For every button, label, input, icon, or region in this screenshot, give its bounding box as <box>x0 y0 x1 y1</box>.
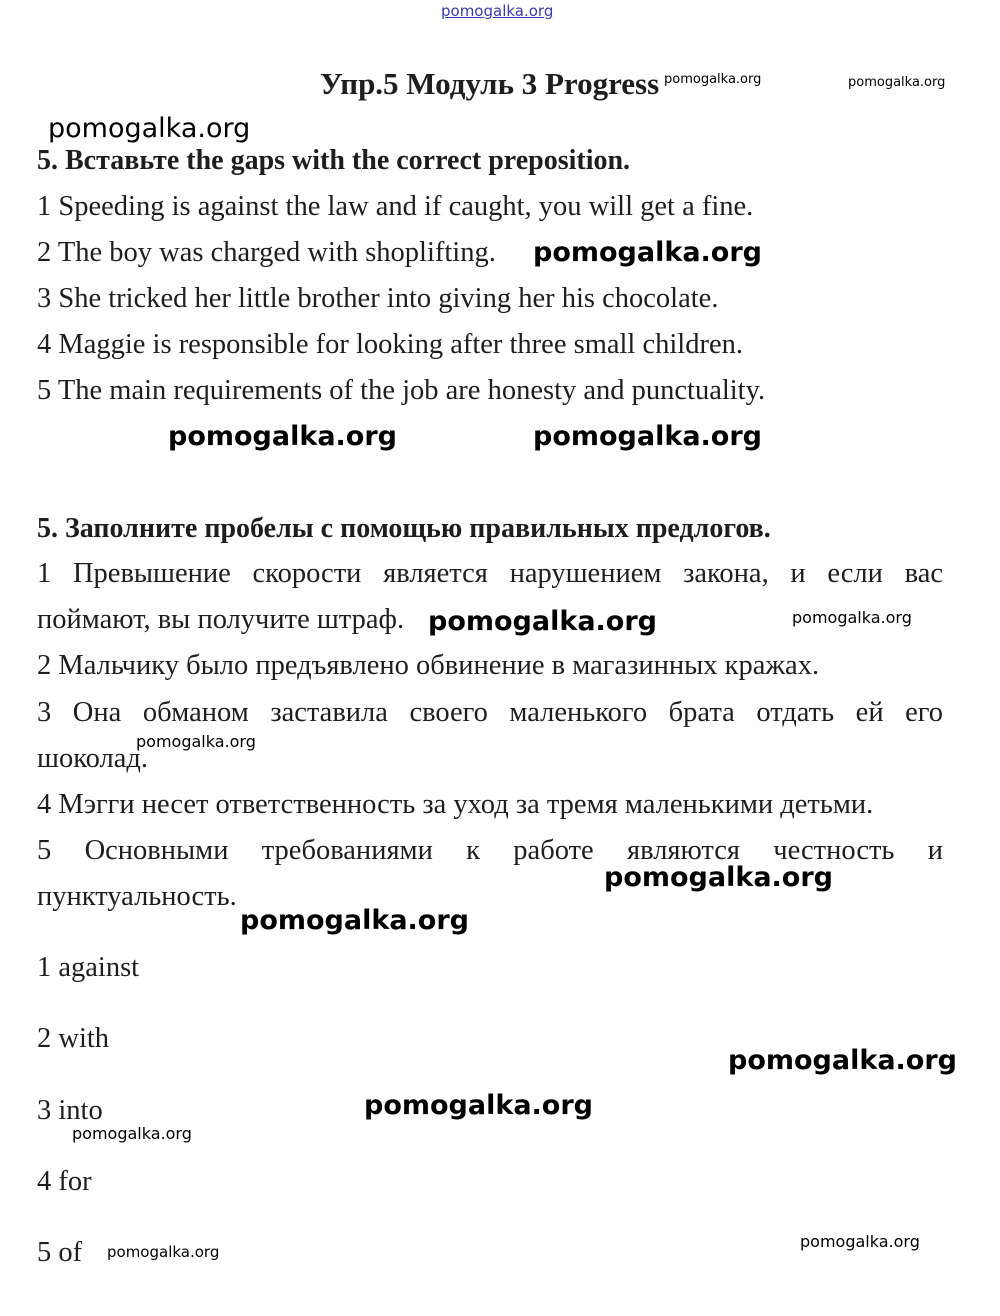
watermark: pomogalka.org <box>364 1090 593 1121</box>
answer-3: 3 into <box>37 1095 103 1126</box>
russian-heading: 5. Заполните пробелы с помощью правильных предлогов. <box>37 513 771 544</box>
english-sentence-1: 1 Speeding is against the law and if caught, you will get a fine. <box>37 191 754 222</box>
russian-sentence-2: 2 Мальчику было предъявлено обвинение в магазинных кражах. <box>37 650 820 681</box>
watermark: pomogalka.org <box>240 905 469 936</box>
site-link-top[interactable]: pomogalka.org <box>441 2 554 20</box>
english-sentence-2: 2 The boy was charged with shoplifting. <box>37 237 496 268</box>
watermark: pomogalka.org <box>72 1124 192 1143</box>
answer-1: 1 against <box>37 952 140 983</box>
russian-sentence-4: 4 Мэгги несет ответственность за уход за тремя маленькими детьми. <box>37 789 874 820</box>
russian-sentence-1-line-1: 1 Превышение скорости является нарушением закона, и если вас <box>37 558 943 589</box>
page-title: Упр.5 Модуль 3 Progress <box>320 66 660 101</box>
watermark: pomogalka.org <box>107 1243 220 1261</box>
watermark: pomogalka.org <box>800 1232 920 1251</box>
english-sentence-4: 4 Maggie is responsible for looking after three small children. <box>37 329 743 360</box>
answer-4: 4 for <box>37 1166 92 1197</box>
watermark: pomogalka.org <box>604 862 833 893</box>
watermark: pomogalka.org <box>168 421 397 452</box>
english-sentence-5: 5 The main requirements of the job are honesty and punctuality. <box>37 375 766 406</box>
watermark: pomogalka.org <box>848 75 946 90</box>
watermark: pomogalka.org <box>728 1045 957 1076</box>
watermark: pomogalka.org <box>533 421 762 452</box>
watermark: pomogalka.org <box>792 608 912 627</box>
russian-sentence-3-line-2: шоколад. <box>37 743 148 774</box>
watermark: pomogalka.org <box>664 72 762 87</box>
english-heading: 5. Вставьте the gaps with the correct preposition. <box>37 145 631 176</box>
watermark: pomogalka.org <box>48 113 251 144</box>
russian-sentence-5-line-1: 5 Основными требованиями к работе являются честность и <box>37 835 943 866</box>
russian-sentence-1-line-2: поймают, вы получите штраф. <box>37 604 405 635</box>
russian-sentence-3-line-1: 3 Она обманом заставила своего маленького брата отдать ей его <box>37 697 943 728</box>
russian-sentence-5-line-2: пунктуальность. <box>37 881 237 912</box>
answer-2: 2 with <box>37 1023 110 1054</box>
english-sentence-3: 3 She tricked her little brother into giving her his chocolate. <box>37 283 719 314</box>
answer-5: 5 of <box>37 1237 83 1268</box>
watermark: pomogalka.org <box>136 732 256 751</box>
watermark: pomogalka.org <box>428 606 657 637</box>
watermark: pomogalka.org <box>533 237 762 268</box>
